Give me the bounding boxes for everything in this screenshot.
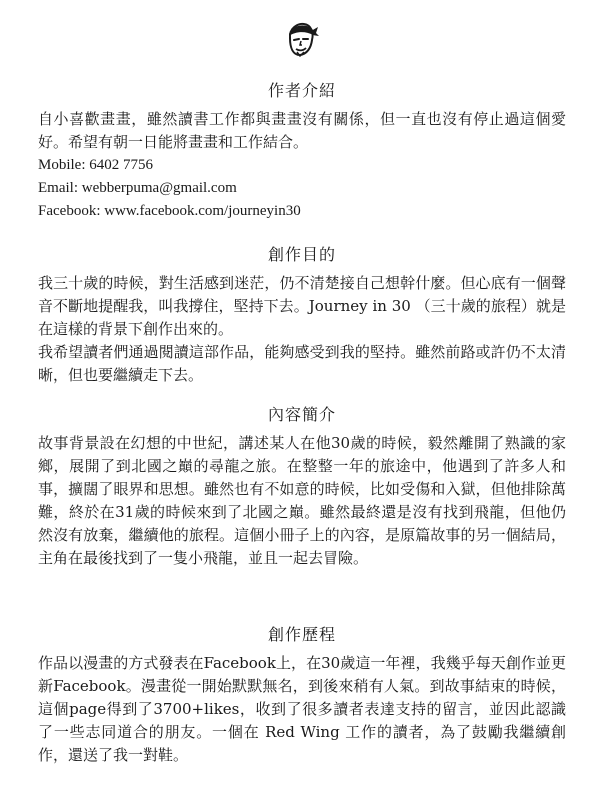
bandana-face-icon [280,18,320,62]
synopsis-section [38,404,566,570]
author-intro-paragraph: 自小喜歡畫畫，雖然讀書工作都與畫畫沒有關係，但一直也沒有停止過這個愛好。希望有朝一日能將畫畫和工作結合。 [38,110,566,151]
facebook-text: Facebook: www.facebook.com/journeyin30 [38,203,301,219]
synopsis-paragraph: 故事背景設在幻想的中世紀，講述某人在他30歲的時候，毅然離開了熟識的家鄉，展開了到北國之巔的尋龍之旅。在整整一年的旅途中，他遇到了許多人和事，擴闊了眼界和思想。雖然也有不如意的時候，比如受傷和入獄，但他排除萬難，終於在31歲的時候來到了北國之巔。雖然最終還是沒有找到飛龍，但他仍然沒有放棄，繼續他的旅程。這個小冊子上的內容，是原篇故事的另一個結局，主角在最後找到了一隻小飛龍，並且一起去冒險。 [38,434,566,567]
mobile-text: Mobile: 6402 7756 [38,157,153,173]
section-heading: 作者介紹 [267,81,336,100]
section-heading: 內容簡介 [267,405,336,424]
email-text: Email: webberpuma@gmail.com [38,180,237,196]
author-intro-section [38,80,566,223]
purpose-paragraph: 我希望讀者們通過閱讀這部作品，能夠感受到我的堅持。雖然前路或許仍不太清晰，但也要繼續走下去。 [38,343,566,384]
creation-history-section [38,624,566,767]
creation-purpose-section [38,244,566,387]
section-heading: 創作目的 [267,245,336,264]
history-paragraph: 作品以漫畫的方式發表在Facebook上，在30歲這一年裡，我幾乎每天創作並更新Facebook。漫畫從一開始默默無名，到後來稍有人氣。到故事結束的時候，這個page得到了3700+likes，收到了很多讀者表達支持的留言，並因此認識了一些志同道合的朋友。一個在 Red Wing 工作的讀者，為了鼓勵我繼續創作，還送了我一對鞋。 [38,654,566,764]
section-heading: 創作歷程 [267,625,336,644]
purpose-paragraph: 我三十歲的時候，對生活感到迷茫，仍不清楚接自己想幹什麼。但心底有一個聲音不斷地提醒我，叫我撐住，堅持下去。Journey in 30 （三十歲的旅程）就是在這樣的背景下創作出來的。 [38,274,566,338]
